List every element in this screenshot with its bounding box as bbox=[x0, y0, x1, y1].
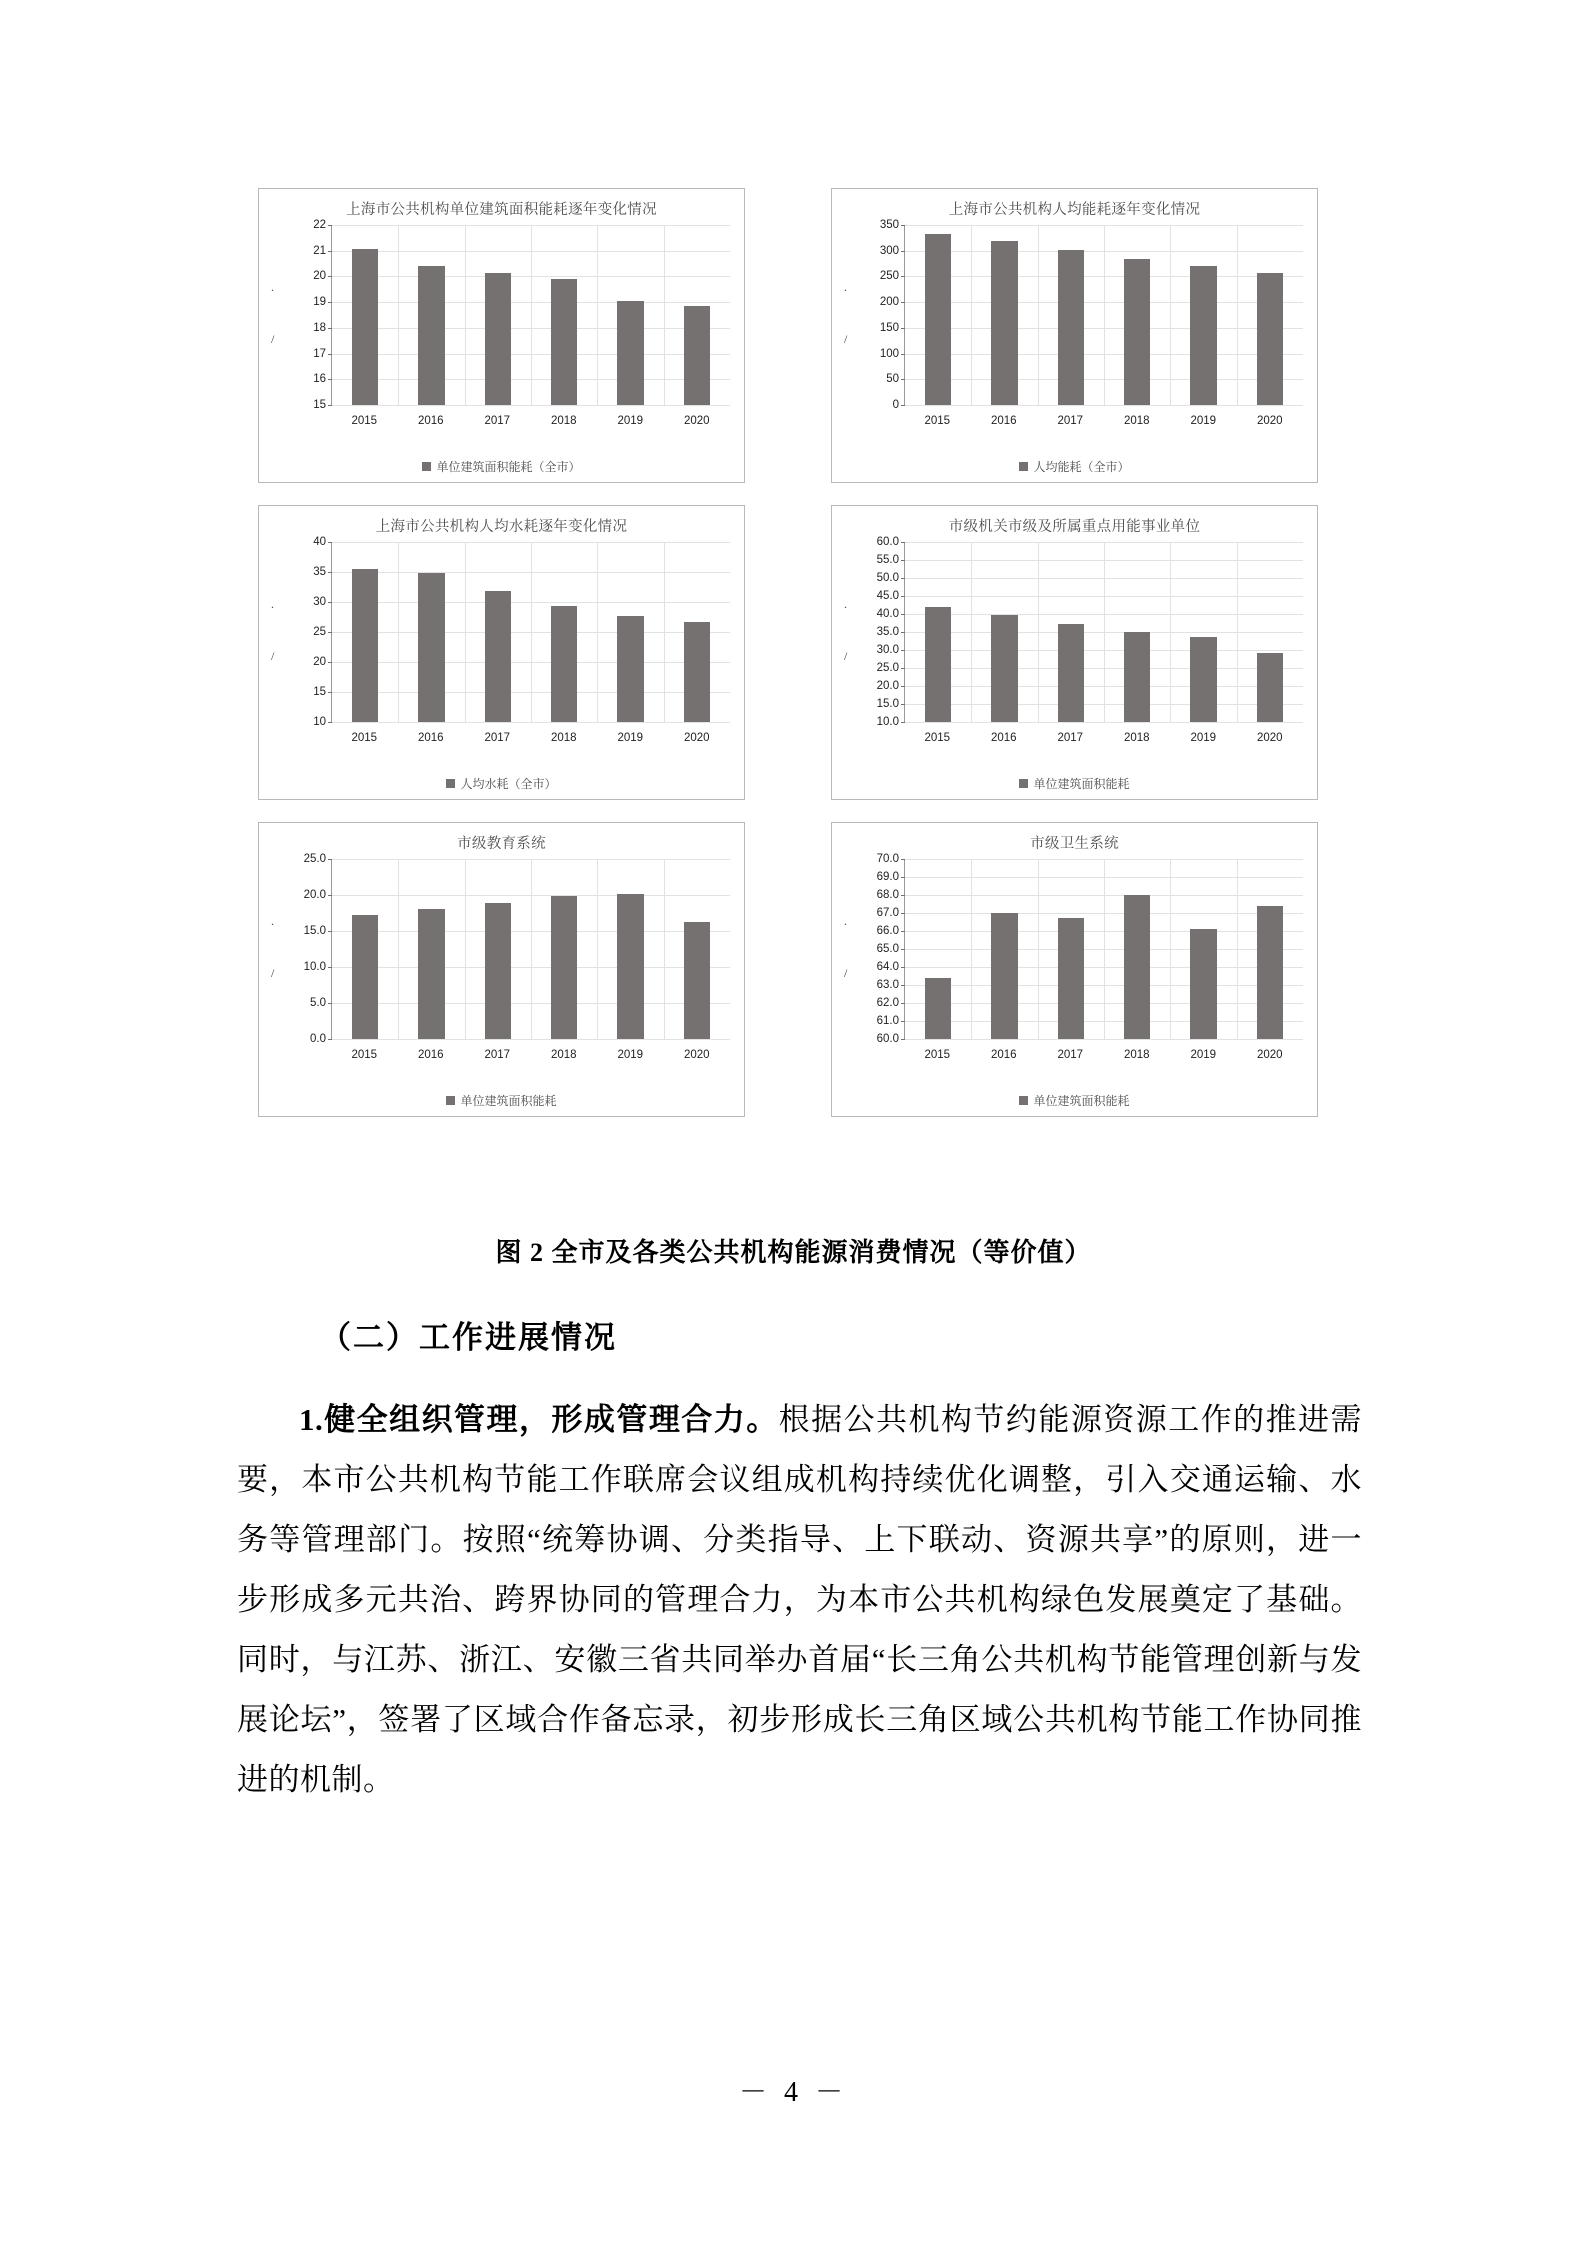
gridline bbox=[905, 405, 1303, 406]
axis-unit-slash-mark: / bbox=[844, 331, 848, 346]
legend-swatch-icon bbox=[1019, 1096, 1028, 1105]
chart-legend bbox=[259, 458, 744, 475]
y-axis-tick-label: 30.0 bbox=[877, 644, 905, 656]
bar-slot bbox=[597, 859, 663, 1039]
legend-label: 人均能耗（全市） bbox=[1033, 460, 1130, 474]
x-axis-tick-label: 2020 bbox=[683, 415, 710, 427]
bar-slot bbox=[1237, 225, 1303, 405]
chart-title: 上海市公共机构人均水耗逐年变化情况 bbox=[375, 519, 628, 535]
chart-plot bbox=[313, 536, 730, 728]
bar-series bbox=[905, 542, 1303, 722]
x-axis-tick-label: 2018 bbox=[1123, 1049, 1150, 1061]
y-axis-tick-label: 40.0 bbox=[877, 608, 905, 620]
bar-slot bbox=[664, 859, 730, 1039]
y-axis-tick-label: 17 bbox=[313, 348, 332, 360]
y-axis-tick-label: 10.0 bbox=[304, 961, 332, 973]
x-axis-tick-label: 2016 bbox=[417, 732, 444, 744]
legend-label: 人均水耗（全市） bbox=[460, 777, 557, 791]
chart-card-2 bbox=[258, 505, 745, 800]
y-axis-tick-label: 18 bbox=[313, 322, 332, 334]
y-axis-tick-label: 0 bbox=[893, 399, 905, 411]
bar bbox=[1257, 906, 1284, 1039]
y-axis-tick-label: 200 bbox=[880, 296, 905, 308]
x-axis-labels bbox=[904, 1049, 1303, 1061]
x-axis-tick-label: 2018 bbox=[1123, 732, 1150, 744]
bar-slot bbox=[531, 225, 597, 405]
y-axis-tick-label: 30 bbox=[313, 596, 332, 608]
bar bbox=[1124, 895, 1151, 1039]
bar-slot bbox=[905, 542, 971, 722]
axis-unit-dot-mark: . bbox=[844, 914, 847, 929]
legend-swatch-icon bbox=[446, 779, 455, 788]
bar bbox=[684, 306, 711, 405]
y-axis-tick-label: 20 bbox=[313, 656, 332, 668]
bar bbox=[925, 978, 952, 1039]
x-axis-tick-label: 2019 bbox=[1190, 415, 1217, 427]
bar-slot bbox=[531, 859, 597, 1039]
bar bbox=[1257, 273, 1284, 405]
y-axis-tick-label: 68.0 bbox=[877, 889, 905, 901]
bar bbox=[1124, 259, 1151, 405]
x-axis-tick-label: 2015 bbox=[924, 1049, 951, 1061]
page-number: － 4 － bbox=[738, 2077, 848, 2108]
bar bbox=[1058, 918, 1085, 1039]
axis-unit-dot-mark: . bbox=[844, 280, 847, 295]
bar bbox=[418, 573, 445, 722]
chart-plot-area bbox=[842, 536, 1303, 747]
chart-row-2 bbox=[258, 505, 1318, 800]
x-axis-labels bbox=[331, 732, 730, 744]
bar bbox=[1124, 632, 1151, 722]
y-axis-tick-label: 66.0 bbox=[877, 925, 905, 937]
chart-title: 市级教育系统 bbox=[457, 836, 546, 852]
chart-row-3 bbox=[258, 822, 1318, 1117]
axis-unit-slash-mark: / bbox=[271, 965, 275, 980]
legend-label: 单位建筑面积能耗 bbox=[460, 1094, 557, 1108]
legend-swatch-icon bbox=[446, 1096, 455, 1105]
figure-chart-grid bbox=[258, 188, 1318, 1139]
gridline bbox=[332, 1039, 730, 1040]
bar bbox=[684, 622, 711, 722]
bar-series bbox=[905, 225, 1303, 405]
y-axis-tick-label: 55.0 bbox=[877, 554, 905, 566]
bar-slot bbox=[905, 225, 971, 405]
bar-series bbox=[332, 225, 730, 405]
chart-row-1 bbox=[258, 188, 1318, 483]
chart-title: 上海市公共机构单位建筑面积能耗逐年变化情况 bbox=[346, 202, 657, 218]
bar bbox=[617, 301, 644, 405]
bar bbox=[1058, 624, 1085, 722]
y-axis-tick-label: 22 bbox=[313, 219, 332, 231]
x-axis-labels bbox=[331, 1049, 730, 1061]
paragraph-body-text: 根据公共机构节约能源资源工作的推进需要，本市公共机构节能工作联席会议组成机构持续优化调整，引入交通运输、水务等管理部门。按照“统筹协调、分类指导、上下联动、资源共享”的原则，进一步形成多元共治、跨界协同的管理合力，为本市公共机构绿色发展奠定了基础。同时，与江苏、浙江、安徽三省共同举办首届“长三角公共机构节能管理创新与发展论坛”，签署了区域合作备忘录，初步形成长三角区域公共机构节能工作协同推进的机制。 bbox=[237, 1402, 1363, 1797]
bar bbox=[485, 273, 512, 405]
y-axis-tick-label: 65.0 bbox=[877, 943, 905, 955]
chart-plot bbox=[303, 853, 730, 1045]
bar-slot bbox=[1170, 542, 1236, 722]
bar-series bbox=[332, 542, 730, 722]
axis-unit-slash-mark: / bbox=[271, 648, 275, 663]
x-axis-tick-label: 2020 bbox=[1256, 732, 1283, 744]
bar-slot bbox=[398, 542, 464, 722]
chart-plot bbox=[313, 219, 730, 411]
x-axis-tick-label: 2019 bbox=[617, 415, 644, 427]
bar-slot bbox=[597, 225, 663, 405]
gridline bbox=[905, 722, 1303, 723]
bar bbox=[1190, 929, 1217, 1039]
x-axis-tick-label: 2017 bbox=[484, 732, 511, 744]
y-axis-tick-label: 61.0 bbox=[877, 1015, 905, 1027]
x-axis-tick-label: 2017 bbox=[484, 415, 511, 427]
bar-slot bbox=[1038, 225, 1104, 405]
gridline bbox=[905, 1039, 1303, 1040]
bar-slot bbox=[332, 859, 398, 1039]
y-axis-tick-label: 20.0 bbox=[877, 680, 905, 692]
chart-legend bbox=[832, 458, 1317, 475]
bar bbox=[1058, 250, 1085, 405]
figure-caption: 图 2 全市及各类公共机构能源消费情况（等价值） bbox=[495, 1238, 1092, 1267]
y-axis-tick-label: 0.0 bbox=[310, 1033, 332, 1045]
y-axis-tick-label: 300 bbox=[880, 245, 905, 257]
bar bbox=[1257, 653, 1284, 722]
x-axis-tick-label: 2016 bbox=[990, 732, 1017, 744]
paragraph-lead-bold: 1.健全组织管理，形成管理合力。 bbox=[299, 1402, 779, 1437]
y-axis-tick-label: 40 bbox=[313, 536, 332, 548]
bar-slot bbox=[465, 859, 531, 1039]
axis-unit-slash-mark: / bbox=[844, 965, 848, 980]
y-axis-tick-label: 150 bbox=[880, 322, 905, 334]
chart-plot bbox=[876, 853, 1303, 1045]
chart-plot bbox=[876, 536, 1303, 728]
bar bbox=[418, 909, 445, 1039]
bar bbox=[551, 606, 578, 722]
bar bbox=[684, 922, 711, 1039]
bar-slot bbox=[1038, 542, 1104, 722]
bar bbox=[925, 234, 952, 405]
y-axis-tick-label: 70.0 bbox=[877, 853, 905, 865]
chart-title: 市级机关市级及所属重点用能事业单位 bbox=[948, 519, 1201, 535]
bar bbox=[551, 896, 578, 1039]
y-axis-tick-label: 69.0 bbox=[877, 871, 905, 883]
y-axis-tick-label: 64.0 bbox=[877, 961, 905, 973]
bar bbox=[485, 591, 512, 722]
chart-card-4 bbox=[258, 822, 745, 1117]
y-axis-tick-label: 10 bbox=[313, 716, 332, 728]
y-axis-tick-label: 50 bbox=[886, 373, 905, 385]
section-heading: （二）工作进展情况 bbox=[320, 1320, 617, 1355]
y-axis-tick-label: 35 bbox=[313, 566, 332, 578]
x-axis-labels bbox=[904, 415, 1303, 427]
y-axis-tick-label: 15 bbox=[313, 686, 332, 698]
x-axis-tick-label: 2019 bbox=[617, 1049, 644, 1061]
y-axis-tick-label: 25.0 bbox=[877, 662, 905, 674]
x-axis-tick-label: 2018 bbox=[550, 732, 577, 744]
chart-legend bbox=[832, 1092, 1317, 1109]
x-axis-tick-label: 2016 bbox=[417, 415, 444, 427]
x-axis-labels bbox=[331, 415, 730, 427]
x-axis-tick-label: 2018 bbox=[550, 1049, 577, 1061]
legend-label: 单位建筑面积能耗（全市） bbox=[436, 460, 581, 474]
x-axis-tick-label: 2017 bbox=[484, 1049, 511, 1061]
y-axis-tick-label: 60.0 bbox=[877, 1033, 905, 1045]
chart-title: 上海市公共机构人均能耗逐年变化情况 bbox=[948, 202, 1201, 218]
bar-slot bbox=[905, 859, 971, 1039]
chart-plot-area bbox=[269, 853, 730, 1064]
bar bbox=[991, 241, 1018, 405]
bar-slot bbox=[531, 542, 597, 722]
gridline bbox=[332, 722, 730, 723]
legend-swatch-icon bbox=[1019, 462, 1028, 471]
x-axis-tick-label: 2020 bbox=[1256, 415, 1283, 427]
legend-label: 单位建筑面积能耗 bbox=[1033, 1094, 1130, 1108]
axis-unit-dot-mark: . bbox=[271, 914, 274, 929]
bar-slot bbox=[1237, 542, 1303, 722]
x-axis-tick-label: 2016 bbox=[417, 1049, 444, 1061]
bar-slot bbox=[398, 859, 464, 1039]
bar-slot bbox=[1170, 225, 1236, 405]
x-axis-tick-label: 2017 bbox=[1057, 732, 1084, 744]
bar-slot bbox=[664, 542, 730, 722]
y-axis-tick-label: 21 bbox=[313, 245, 332, 257]
y-axis-tick-label: 50.0 bbox=[877, 572, 905, 584]
bar-slot bbox=[1038, 859, 1104, 1039]
chart-legend bbox=[832, 775, 1317, 792]
x-axis-tick-label: 2020 bbox=[683, 732, 710, 744]
bar bbox=[1190, 637, 1217, 722]
chart-legend bbox=[259, 775, 744, 792]
x-axis-tick-label: 2019 bbox=[1190, 1049, 1217, 1061]
y-axis-tick-label: 350 bbox=[880, 219, 905, 231]
body-paragraph bbox=[237, 1390, 1362, 1810]
bar-slot bbox=[465, 542, 531, 722]
bar-slot bbox=[1170, 859, 1236, 1039]
x-axis-tick-label: 2017 bbox=[1057, 1049, 1084, 1061]
x-axis-tick-label: 2020 bbox=[1256, 1049, 1283, 1061]
chart-plot bbox=[879, 219, 1303, 411]
axis-unit-slash-mark: / bbox=[844, 648, 848, 663]
axis-unit-dot-mark: . bbox=[844, 597, 847, 612]
bar-slot bbox=[398, 225, 464, 405]
bar-slot bbox=[971, 542, 1037, 722]
y-axis-tick-label: 62.0 bbox=[877, 997, 905, 1009]
y-axis-tick-label: 100 bbox=[880, 348, 905, 360]
bar-slot bbox=[664, 225, 730, 405]
bar bbox=[1190, 266, 1217, 405]
bar-slot bbox=[597, 542, 663, 722]
chart-card-0 bbox=[258, 188, 745, 483]
bar-series bbox=[905, 859, 1303, 1039]
axis-unit-slash-mark: / bbox=[271, 331, 275, 346]
y-axis-tick-label: 60.0 bbox=[877, 536, 905, 548]
bar bbox=[925, 607, 952, 722]
legend-label: 单位建筑面积能耗 bbox=[1033, 777, 1130, 791]
y-axis-tick-label: 45.0 bbox=[877, 590, 905, 602]
x-axis-tick-label: 2016 bbox=[990, 415, 1017, 427]
x-axis-labels bbox=[904, 732, 1303, 744]
y-axis-tick-label: 5.0 bbox=[310, 997, 332, 1009]
chart-card-5 bbox=[831, 822, 1318, 1117]
x-axis-tick-label: 2019 bbox=[617, 732, 644, 744]
bar bbox=[485, 903, 512, 1039]
y-axis-tick-label: 25.0 bbox=[304, 853, 332, 865]
chart-plot-area bbox=[842, 219, 1303, 430]
x-axis-tick-label: 2018 bbox=[1123, 415, 1150, 427]
y-axis-tick-label: 15.0 bbox=[304, 925, 332, 937]
bar-slot bbox=[332, 225, 398, 405]
x-axis-tick-label: 2015 bbox=[924, 732, 951, 744]
y-axis-tick-label: 15 bbox=[313, 399, 332, 411]
bar bbox=[617, 616, 644, 722]
axis-unit-dot-mark: . bbox=[271, 597, 274, 612]
y-axis-tick-label: 19 bbox=[313, 296, 332, 308]
x-axis-tick-label: 2017 bbox=[1057, 415, 1084, 427]
x-axis-tick-label: 2015 bbox=[924, 415, 951, 427]
bar bbox=[991, 913, 1018, 1039]
chart-plot-area bbox=[269, 219, 730, 430]
bar-slot bbox=[971, 859, 1037, 1039]
legend-swatch-icon bbox=[422, 462, 431, 471]
y-axis-tick-label: 250 bbox=[880, 270, 905, 282]
x-axis-tick-label: 2019 bbox=[1190, 732, 1217, 744]
y-axis-tick-label: 25 bbox=[313, 626, 332, 638]
bar bbox=[352, 249, 379, 405]
x-axis-tick-label: 2020 bbox=[683, 1049, 710, 1061]
x-axis-tick-label: 2015 bbox=[351, 732, 378, 744]
y-axis-tick-label: 16 bbox=[313, 373, 332, 385]
bar bbox=[418, 266, 445, 405]
bar-series bbox=[332, 859, 730, 1039]
chart-plot-area bbox=[269, 536, 730, 747]
y-axis-tick-label: 63.0 bbox=[877, 979, 905, 991]
x-axis-tick-label: 2015 bbox=[351, 1049, 378, 1061]
chart-legend bbox=[259, 1092, 744, 1109]
bar-slot bbox=[1104, 542, 1170, 722]
y-axis-tick-label: 15.0 bbox=[877, 698, 905, 710]
y-axis-tick-label: 35.0 bbox=[877, 626, 905, 638]
gridline bbox=[332, 405, 730, 406]
y-axis-tick-label: 20 bbox=[313, 270, 332, 282]
bar-slot bbox=[1104, 225, 1170, 405]
bar-slot bbox=[1104, 859, 1170, 1039]
y-axis-tick-label: 67.0 bbox=[877, 907, 905, 919]
axis-unit-dot-mark: . bbox=[271, 280, 274, 295]
bar bbox=[991, 615, 1018, 722]
y-axis-tick-label: 10.0 bbox=[877, 716, 905, 728]
y-axis-tick-label: 20.0 bbox=[304, 889, 332, 901]
bar-slot bbox=[332, 542, 398, 722]
chart-plot-area bbox=[842, 853, 1303, 1064]
x-axis-tick-label: 2018 bbox=[550, 415, 577, 427]
chart-card-3 bbox=[831, 505, 1318, 800]
legend-swatch-icon bbox=[1019, 779, 1028, 788]
chart-title: 市级卫生系统 bbox=[1030, 836, 1119, 852]
bar-slot bbox=[971, 225, 1037, 405]
x-axis-tick-label: 2015 bbox=[351, 415, 378, 427]
x-axis-tick-label: 2016 bbox=[990, 1049, 1017, 1061]
bar bbox=[352, 915, 379, 1039]
bar bbox=[617, 894, 644, 1039]
bar bbox=[551, 279, 578, 405]
bar-slot bbox=[465, 225, 531, 405]
bar bbox=[352, 569, 379, 722]
bar-slot bbox=[1237, 859, 1303, 1039]
chart-card-1 bbox=[831, 188, 1318, 483]
